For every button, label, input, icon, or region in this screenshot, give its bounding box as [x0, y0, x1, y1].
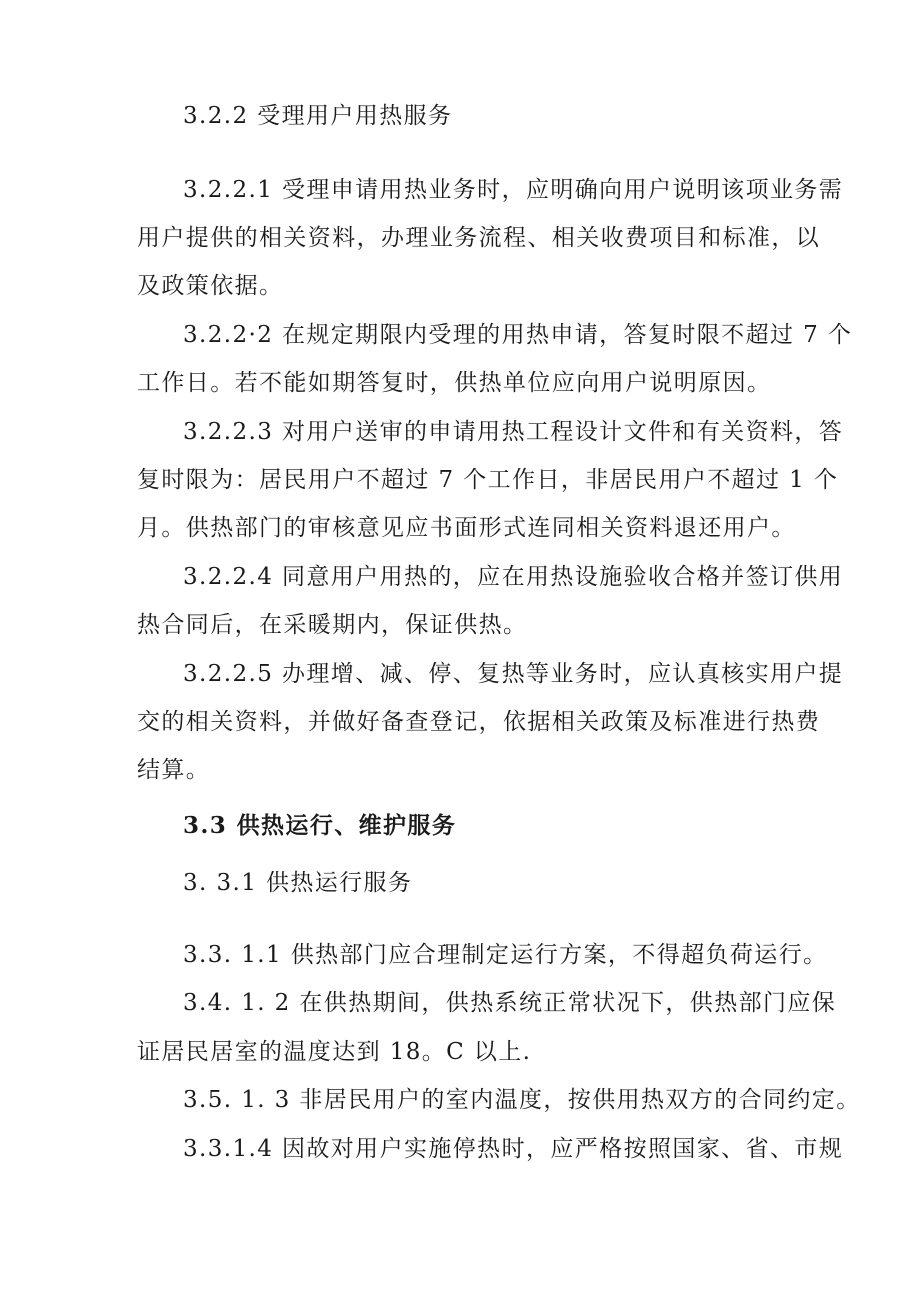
heading-3-2-2: 3.2.2 受理用户用热服务 — [183, 103, 453, 129]
paragraph-line: 交的相关资料，并做好备查登记，依据相关政策及标准进行热费 — [137, 709, 821, 735]
paragraph-line: 3.5. 1. 3 非居民用户的室内温度，按供用热双方的合同约定。 — [183, 1087, 861, 1113]
paragraph-line: 3.2.2.3 对用户送审的申请用热工程设计文件和有关资料，答 — [183, 419, 844, 445]
paragraph-line: 结算。 — [137, 757, 211, 783]
paragraph-line: 用户提供的相关资料，办理业务流程、相关收费项目和标准，以 — [137, 225, 821, 251]
paragraph-line: 3.2.2.5 办理增、减、停、复热等业务时，应认真核实用户提 — [183, 661, 844, 687]
paragraph-line: 证居民居室的温度达到 18。C 以上. — [137, 1039, 532, 1065]
paragraph-line: 3.2.2·2 在规定期限内受理的用热申请，答复时限不超过 7 个 — [183, 322, 853, 348]
paragraph-line: 3.2.2.4 同意用户用热的，应在用热设施验收合格并签订供用 — [183, 564, 844, 590]
paragraph-line: 及政策依据。 — [137, 273, 284, 299]
paragraph-line: 3.3.1.4 因故对用户实施停热时，应严格按照国家、省、市规 — [183, 1136, 844, 1162]
paragraph-line: 3.4. 1. 2 在供热期间，供热系统正常状况下，供热部门应保 — [183, 990, 837, 1016]
paragraph-line: 复时限为：居民用户不超过 7 个工作日，非居民用户不超过 1 个 — [137, 467, 839, 493]
paragraph-line: 3.3. 1.1 供热部门应合理制定运行方案，不得超负荷运行。 — [183, 942, 828, 968]
subsection-heading-3-3-1: 3. 3.1 供热运行服务 — [183, 870, 413, 896]
paragraph-line: 工作日。若不能如期答复时，供热单位应向用户说明原因。 — [137, 370, 772, 396]
paragraph-line: 热合同后，在采暖期内，保证供热。 — [137, 612, 528, 638]
paragraph-line: 月。供热部门的审核意见应书面形式连同相关资料退还用户。 — [137, 515, 796, 541]
section-heading-3-3: 3.3 供热运行、维护服务 — [183, 812, 457, 839]
paragraph-line: 3.2.2.1 受理申请用热业务时，应明确向用户说明该项业务需 — [183, 177, 844, 203]
